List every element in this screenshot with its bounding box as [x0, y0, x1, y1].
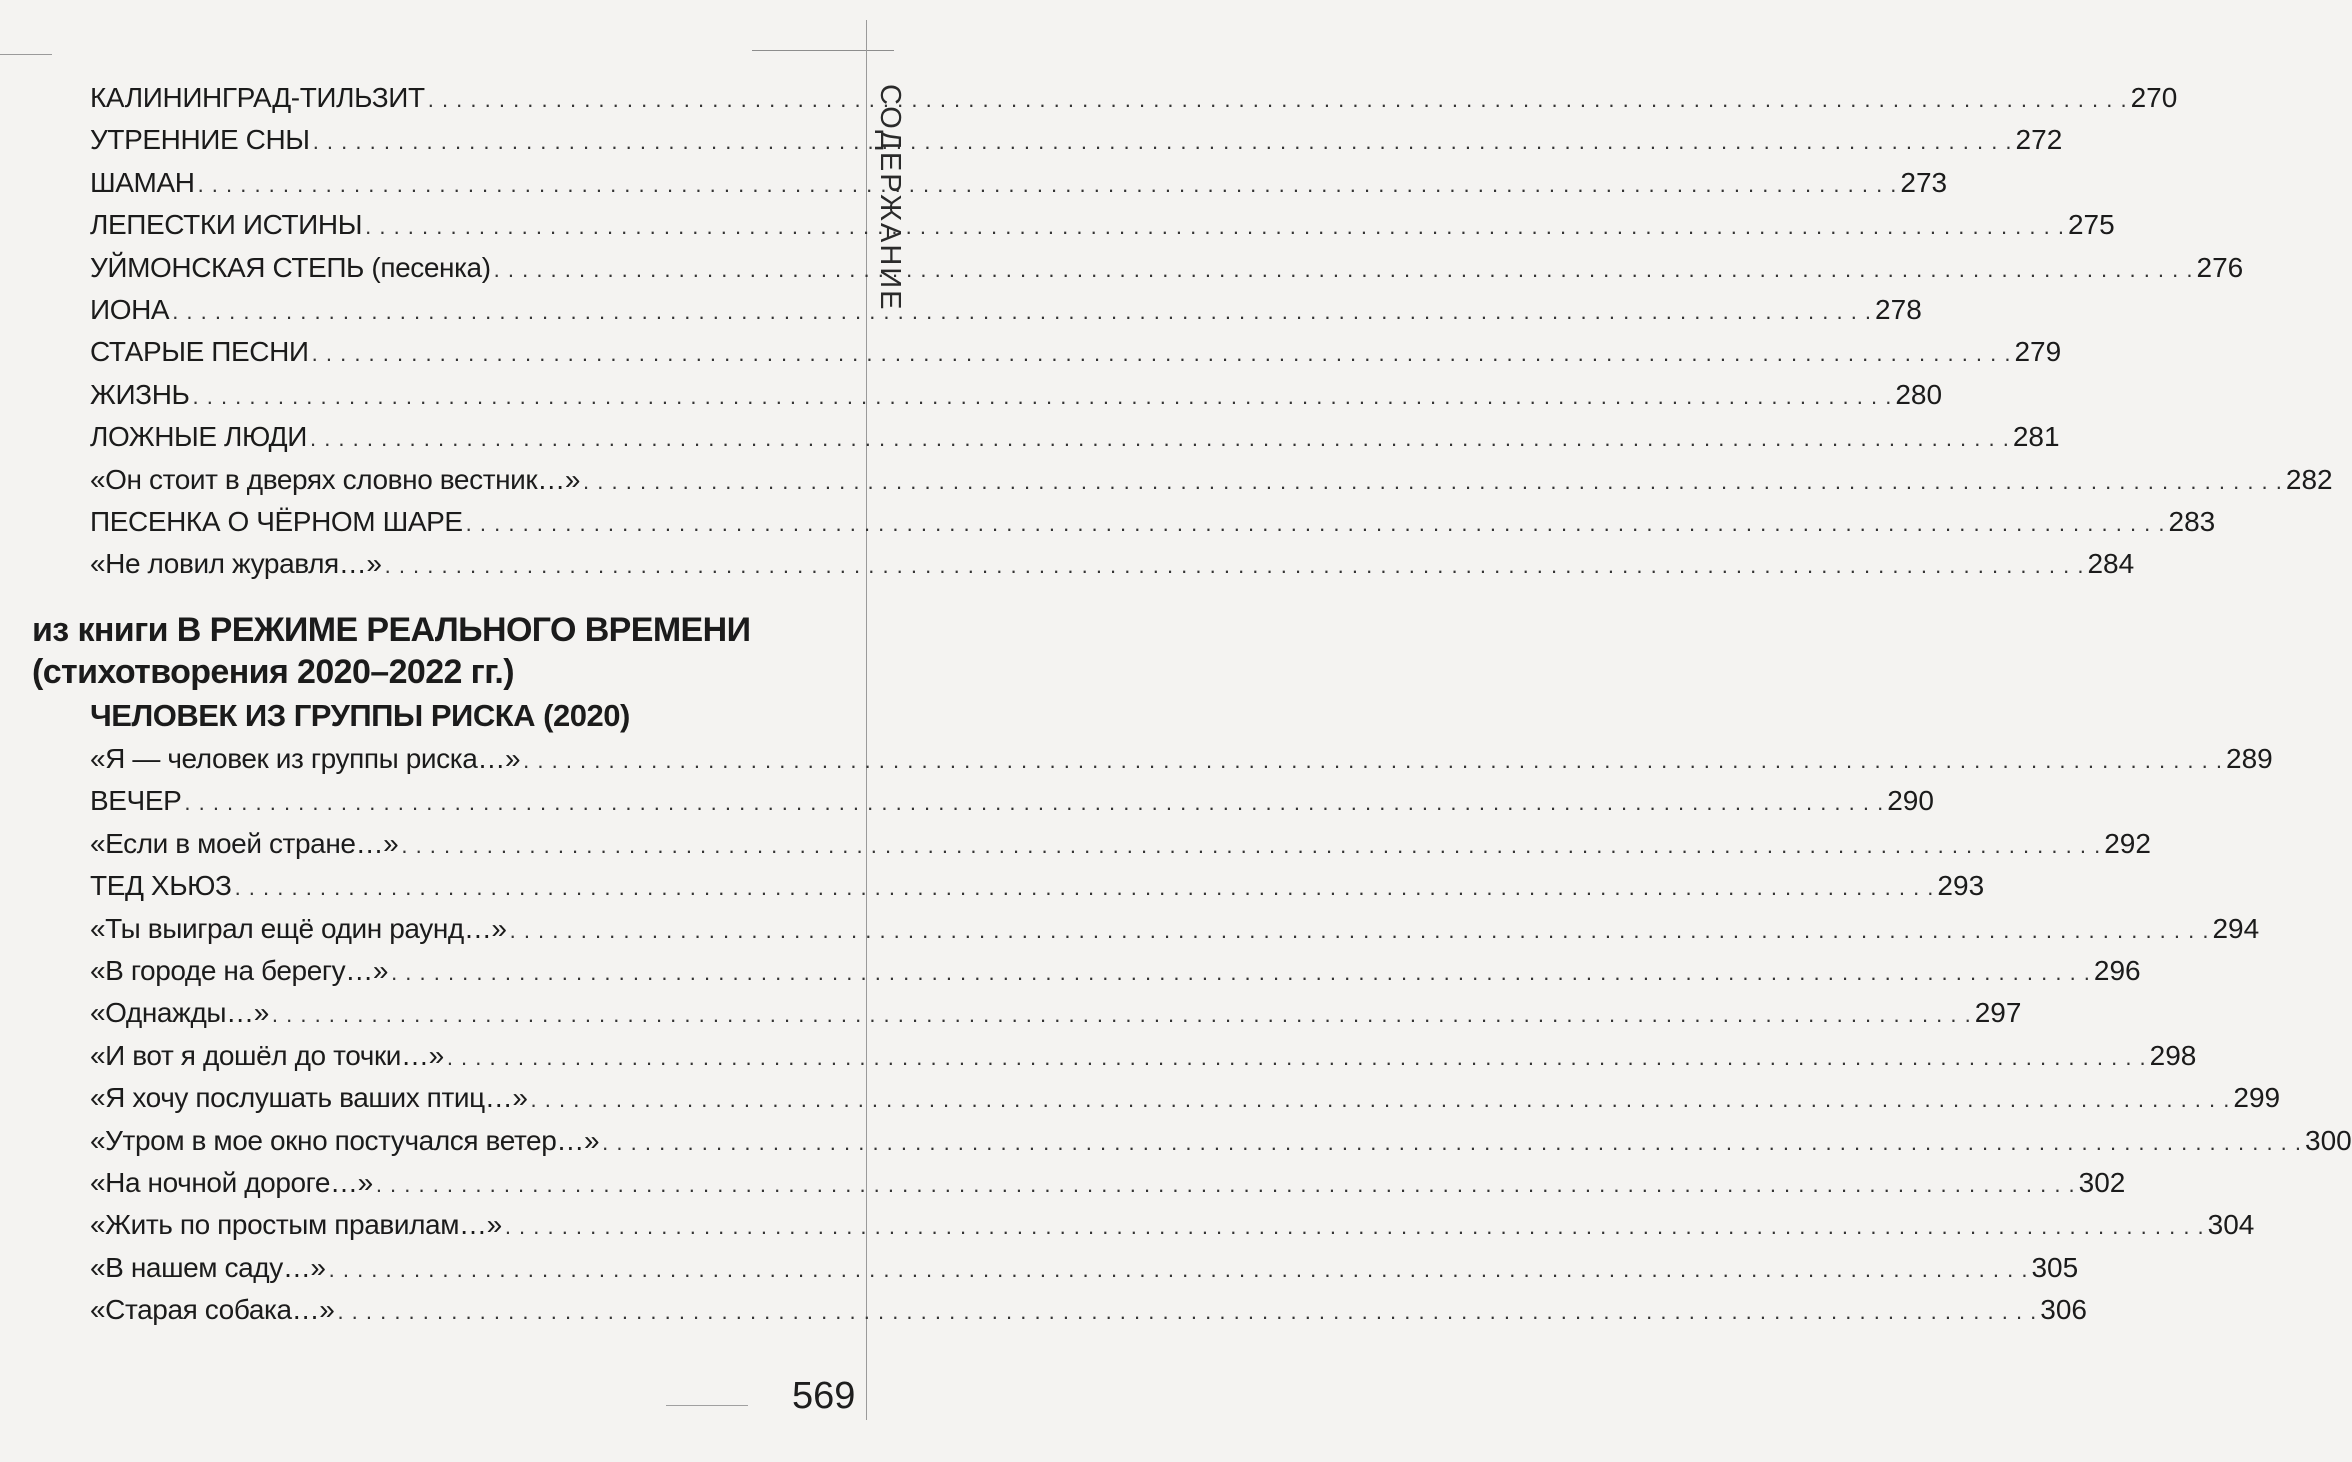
- toc-entry-page: 284: [2087, 548, 2135, 580]
- toc-entry-page: 273: [1900, 166, 1948, 198]
- toc-entry-page: 290: [1887, 785, 1934, 817]
- dot-leader: . . . . . . . . . . . . . . . . . . . . . . . . . . . . . . . . . . . . . . . . . . . . . . . . . . . . . . . . . . . . . . . . . . . . . . . . . . . . . . . . . . . . . . . . . . . . . . . . . . . . . . . . . . . . . . . . . . . . . . . .: [602, 1129, 2303, 1155]
- toc-entry-page: 298: [2149, 1039, 2197, 1071]
- toc-entry-page: 300: [2305, 1124, 2352, 1156]
- toc-entry-title: «В нашем саду…»: [90, 1251, 326, 1283]
- toc-entry[interactable]: [90, 544, 2135, 586]
- toc-entry-title: «Утром в мое окно постучался ветер…»: [90, 1124, 600, 1156]
- toc-entry-title: «Старая собака…»: [90, 1294, 335, 1326]
- toc-entry[interactable]: [90, 205, 2115, 247]
- dot-leader: . . . . . . . . . . . . . . . . . . . . . . . . . . . . . . . . . . . . . . . . . . . . . . . . . . . . . . . . . . . . . . . . . . . . . . . . . . . . . . . . . . . . . . . . . . . . . . . . . . . . . . . . . . . . . . . . . . . . . . . .: [391, 960, 2091, 985]
- toc-entry-title: ЛЕПЕСТКИ ИСТИНЫ: [90, 209, 363, 241]
- toc-entry[interactable]: [90, 951, 2141, 993]
- toc-entry-page: 278: [1875, 294, 1922, 325]
- toc-entry-page: 302: [2078, 1167, 2126, 1198]
- running-head: СОДЕРЖАНИЕ: [874, 84, 906, 312]
- toc-entry[interactable]: [90, 417, 2060, 459]
- dot-leader: . . . . . . . . . . . . . . . . . . . . . . . . . . . . . . . . . . . . . . . . . . . . . . . . . . . . . . . . . . . . . . . . . . . . . . . . . . . . . . . . . . . . . . . . . . . . . . . . . . . . . . . . . . . . . . . . . . . . . . . .: [328, 1256, 2029, 1282]
- toc-entry-page: 276: [2196, 251, 2244, 283]
- toc-entry[interactable]: [90, 1290, 2087, 1332]
- toc-entry-title: ИОНА: [90, 294, 170, 325]
- toc-entry-title: ШАМАН: [90, 166, 195, 198]
- toc-entry[interactable]: [90, 993, 2022, 1035]
- dot-leader: . . . . . . . . . . . . . . . . . . . . . . . . . . . . . . . . . . . . . . . . . . . . . . . . . . . . . . . . . . . . . . . . . . . . . . . . . . . . . . . . . . . . . . . . . . . . . . . . . . . . . . . . . . . . . . . . . . . . . . . .: [192, 383, 1893, 409]
- toc-entry[interactable]: [90, 1121, 2352, 1163]
- toc-entry-title: ПЕСЕНКА О ЧЁРНОМ ШАРЕ: [90, 506, 463, 537]
- toc-entry-page: 297: [1974, 997, 2022, 1029]
- toc-entry-title: ЖИЗНЬ: [90, 378, 190, 410]
- section-heading-line1: из книги В РЕЖИМЕ РЕАЛЬНОГО ВРЕМЕНИ: [32, 611, 751, 649]
- toc-entry[interactable]: [90, 120, 2063, 162]
- dot-leader: . . . . . . . . . . . . . . . . . . . . . . . . . . . . . . . . . . . . . . . . . . . . . . . . . . . . . . . . . . . . . . . . . . . . . . . . . . . . . . . . . . . . . . . . . . . . . . . . . . . . . . . . . . . . . . . . . . . . . . . .: [504, 1214, 2205, 1240]
- toc-entry-title: «И вот я дошёл до точки…»: [90, 1039, 444, 1071]
- toc-entry-title: «Ты выиграл ещё один раунд…»: [90, 912, 507, 944]
- toc-entry-title: «Я — человек из группы риска…»: [90, 743, 521, 774]
- toc-entry[interactable]: [90, 460, 2333, 502]
- toc-entry[interactable]: [90, 739, 2273, 781]
- dot-leader: . . . . . . . . . . . . . . . . . . . . . . . . . . . . . . . . . . . . . . . . . . . . . . . . . . . . . . . . . . . . . . . . . . . . . . . . . . . . . . . . . . . . . . . . . . . . . . . . . . . . . . . . . . . . . . . . . . . . . . . .: [427, 87, 2128, 112]
- toc-entry[interactable]: [90, 1205, 2255, 1247]
- toc-entry-page: 281: [2012, 421, 2060, 453]
- toc-entry[interactable]: [90, 163, 1948, 205]
- toc-entry[interactable]: [90, 375, 1943, 417]
- dot-leader: . . . . . . . . . . . . . . . . . . . . . . . . . . . . . . . . . . . . . . . . . . . . . . . . . . . . . . . . . . . . . . . . . . . . . . . . . . . . . . . . . . . . . . . . . . . . . . . . . . . . . . . . . . . . . . . . . . . . . . . .: [271, 1002, 1972, 1028]
- dot-leader: . . . . . . . . . . . . . . . . . . . . . . . . . . . . . . . . . . . . . . . . . . . . . . . . . . . . . . . . . . . . . . . . . . . . . . . . . . . . . . . . . . . . . . . . . . . . . . . . . . . . . . . . . . . . . . . . . . . . . . . .: [309, 426, 2010, 452]
- toc-entry-title: «В городе на берегу…»: [90, 955, 389, 986]
- toc-entry[interactable]: [90, 824, 2151, 866]
- toc-entry-title: КАЛИНИНГРАД-ТИЛЬЗИТ: [90, 82, 425, 113]
- dot-leader: . . . . . . . . . . . . . . . . . . . . . . . . . . . . . . . . . . . . . . . . . . . . . . . . . . . . . . . . . . . . . . . . . . . . . . . . . . . . . . . . . . . . . . . . . . . . . . . . . . . . . . . . . . . . . . . . . . . . . . . .: [365, 214, 2065, 240]
- dot-leader: . . . . . . . . . . . . . . . . . . . . . . . . . . . . . . . . . . . . . . . . . . . . . . . . . . . . . . . . . . . . . . . . . . . . . . . . . . . . . . . . . . . . . . . . . . . . . . . . . . . . . . . . . . . . . . . . . . . . . . . .: [530, 1087, 2231, 1113]
- toc-entry-page: 272: [2015, 124, 2063, 156]
- toc-entry-page: 294: [2212, 912, 2260, 944]
- dot-leader: . . . . . . . . . . . . . . . . . . . . . . . . . . . . . . . . . . . . . . . . . . . . . . . . . . . . . . . . . . . . . . . . . . . . . . . . . . . . . . . . . . . . . . . . . . . . . . . . . . . . . . . . . . . . . . . . . . . . . . . .: [312, 129, 2013, 155]
- dot-leader: . . . . . . . . . . . . . . . . . . . . . . . . . . . . . . . . . . . . . . . . . . . . . . . . . . . . . . . . . . . . . . . . . . . . . . . . . . . . . . . . . . . . . . . . . . . . . . . . . . . . . . . . . . . . . . . . . . . . . . . .: [172, 299, 1873, 324]
- toc-entry[interactable]: [90, 290, 1922, 332]
- dot-leader: . . . . . . . . . . . . . . . . . . . . . . . . . . . . . . . . . . . . . . . . . . . . . . . . . . . . . . . . . . . . . . . . . . . . . . . . . . . . . . . . . . . . . . . . . . . . . . . . . . . . . . . . . . . . . . . . . . . . . . . .: [311, 341, 2012, 367]
- toc-entry-title: ВЕЧЕР: [90, 785, 182, 817]
- toc-entry[interactable]: [90, 1248, 2079, 1290]
- page-number: 569: [792, 1375, 856, 1417]
- top-left-rule: [0, 54, 52, 55]
- dot-leader: . . . . . . . . . . . . . . . . . . . . . . . . . . . . . . . . . . . . . . . . . . . . . . . . . . . . . . . . . . . . . . . . . . . . . . . . . . . . . . . . . . . . . . . . . . . . . . . . . . . . . . . . . . . . . . . . . . . . . . . .: [337, 1299, 2038, 1325]
- toc-entry-title: «На ночной дороге…»: [90, 1167, 373, 1198]
- section-heading-line2: (стихотворения 2020–2022 гг.): [32, 653, 514, 691]
- toc-entry-page: 304: [2207, 1209, 2255, 1241]
- dot-leader: . . . . . . . . . . . . . . . . . . . . . . . . . . . . . . . . . . . . . . . . . . . . . . . . . . . . . . . . . . . . . . . . . . . . . . . . . . . . . . . . . . . . . . . . . . . . . . . . . . . . . . . . . . . . . . . . . . . . . . . .: [583, 468, 2283, 494]
- toc-entry-page: 306: [2040, 1294, 2087, 1326]
- folio-rule: [666, 1405, 748, 1406]
- toc-entry[interactable]: [90, 78, 2178, 120]
- toc-entry[interactable]: [90, 332, 2062, 374]
- top-right-rule: [752, 50, 894, 51]
- toc-entry-page: 296: [2093, 955, 2141, 986]
- toc-entry-page: 279: [2014, 336, 2062, 368]
- toc-entry-page: 305: [2031, 1251, 2079, 1283]
- toc-entry[interactable]: [90, 1036, 2197, 1078]
- dot-leader: . . . . . . . . . . . . . . . . . . . . . . . . . . . . . . . . . . . . . . . . . . . . . . . . . . . . . . . . . . . . . . . . . . . . . . . . . . . . . . . . . . . . . . . . . . . . . . . . . . . . . . . . . . . . . . . . . . . . . . . .: [384, 553, 2085, 579]
- dot-leader: . . . . . . . . . . . . . . . . . . . . . . . . . . . . . . . . . . . . . . . . . . . . . . . . . . . . . . . . . . . . . . . . . . . . . . . . . . . . . . . . . . . . . . . . . . . . . . . . . . . . . . . . . . . . . . . . . . . . . . . .: [509, 917, 2210, 943]
- toc-entry[interactable]: [90, 502, 2216, 544]
- dot-leader: . . . . . . . . . . . . . . . . . . . . . . . . . . . . . . . . . . . . . . . . . . . . . . . . . . . . . . . . . . . . . . . . . . . . . . . . . . . . . . . . . . . . . . . . . . . . . . . . . . . . . . . . . . . . . . . . . . . . . . . .: [523, 748, 2223, 773]
- toc-entry-title: ТЕД ХЬЮЗ: [90, 870, 232, 902]
- dot-leader: . . . . . . . . . . . . . . . . . . . . . . . . . . . . . . . . . . . . . . . . . . . . . . . . . . . . . . . . . . . . . . . . . . . . . . . . . . . . . . . . . . . . . . . . . . . . . . . . . . . . . . . . . . . . . . . . . . . . . . . .: [493, 256, 2194, 282]
- toc-entry-title: «Я хочу послушать ваших птиц…»: [90, 1082, 528, 1114]
- toc-entry[interactable]: [90, 781, 1934, 823]
- toc-entry[interactable]: [90, 1078, 2281, 1120]
- toc-entry-page: 292: [2104, 827, 2151, 859]
- subsection-heading: ЧЕЛОВЕК ИЗ ГРУППЫ РИСКА (2020): [90, 698, 630, 733]
- dot-leader: . . . . . . . . . . . . . . . . . . . . . . . . . . . . . . . . . . . . . . . . . . . . . . . . . . . . . . . . . . . . . . . . . . . . . . . . . . . . . . . . . . . . . . . . . . . . . . . . . . . . . . . . . . . . . . . . . . . . . . . .: [401, 832, 2102, 858]
- toc-entry-title: ЛОЖНЫЕ ЛЮДИ: [90, 421, 307, 453]
- dot-leader: . . . . . . . . . . . . . . . . . . . . . . . . . . . . . . . . . . . . . . . . . . . . . . . . . . . . . . . . . . . . . . . . . . . . . . . . . . . . . . . . . . . . . . . . . . . . . . . . . . . . . . . . . . . . . . . . . . . . . . . .: [234, 875, 1935, 901]
- dot-leader: . . . . . . . . . . . . . . . . . . . . . . . . . . . . . . . . . . . . . . . . . . . . . . . . . . . . . . . . . . . . . . . . . . . . . . . . . . . . . . . . . . . . . . . . . . . . . . . . . . . . . . . . . . . . . . . . . . . . . . . .: [446, 1044, 2147, 1070]
- toc-entry[interactable]: [90, 1163, 2126, 1205]
- toc-entry-page: 299: [2233, 1082, 2281, 1114]
- toc-entry-page: 282: [2285, 463, 2333, 495]
- toc-entry-title: «Однажды…»: [90, 997, 269, 1029]
- toc-entry-title: «Жить по простым правилам…»: [90, 1209, 502, 1241]
- dot-leader: . . . . . . . . . . . . . . . . . . . . . . . . . . . . . . . . . . . . . . . . . . . . . . . . . . . . . . . . . . . . . . . . . . . . . . . . . . . . . . . . . . . . . . . . . . . . . . . . . . . . . . . . . . . . . . . . . . . . . . . .: [465, 511, 2166, 536]
- toc-entry-page: 270: [2130, 82, 2178, 113]
- toc-entry-page: 289: [2226, 743, 2273, 774]
- toc-entry-title: «Если в моей стране…»: [90, 827, 399, 859]
- toc-entry-page: 275: [2067, 209, 2115, 241]
- toc-entry-page: 293: [1937, 870, 1985, 902]
- toc-entry[interactable]: [90, 909, 2260, 951]
- dot-leader: . . . . . . . . . . . . . . . . . . . . . . . . . . . . . . . . . . . . . . . . . . . . . . . . . . . . . . . . . . . . . . . . . . . . . . . . . . . . . . . . . . . . . . . . . . . . . . . . . . . . . . . . . . . . . . . . . . . . . . . .: [184, 790, 1885, 816]
- toc-entry-title: УЙМОНСКАЯ СТЕПЬ (песенка): [90, 251, 491, 283]
- toc-entry-title: СТАРЫЕ ПЕСНИ: [90, 336, 309, 368]
- dot-leader: . . . . . . . . . . . . . . . . . . . . . . . . . . . . . . . . . . . . . . . . . . . . . . . . . . . . . . . . . . . . . . . . . . . . . . . . . . . . . . . . . . . . . . . . . . . . . . . . . . . . . . . . . . . . . . . . . . . . . . . .: [197, 171, 1898, 197]
- dot-leader: . . . . . . . . . . . . . . . . . . . . . . . . . . . . . . . . . . . . . . . . . . . . . . . . . . . . . . . . . . . . . . . . . . . . . . . . . . . . . . . . . . . . . . . . . . . . . . . . . . . . . . . . . . . . . . . . . . . . . . . .: [375, 1172, 2076, 1197]
- toc-entry[interactable]: [90, 248, 2244, 290]
- toc-entry-page: 283: [2168, 506, 2216, 537]
- toc-entry[interactable]: [90, 866, 1985, 908]
- toc-entry-page: 280: [1895, 378, 1943, 410]
- toc-entry-title: УТРЕННИЕ СНЫ: [90, 124, 310, 156]
- toc-entry-title: «Он стоит в дверях словно вестник…»: [90, 463, 581, 495]
- toc-entry-title: «Не ловил журавля…»: [90, 548, 382, 580]
